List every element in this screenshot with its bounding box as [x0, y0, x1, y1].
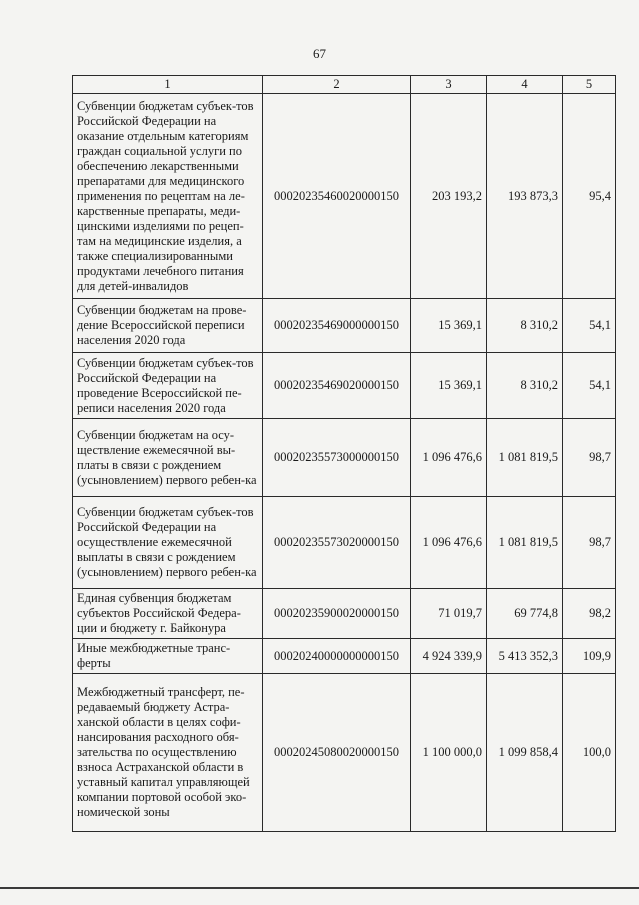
row-percent: 54,1	[563, 353, 616, 419]
row-name: Субвенции бюджетам субъек-тов Российской Федерации на осуществление ежемесячной выплаты в связи с рождением (усыновлением) первого ребен-ка	[73, 497, 263, 589]
row-fact: 8 310,2	[487, 353, 563, 419]
row-code: 00020235469020000150	[263, 353, 411, 419]
row-plan: 203 193,2	[411, 94, 487, 299]
row-percent: 54,1	[563, 299, 616, 353]
row-code: 00020235460020000150	[263, 94, 411, 299]
table-row	[73, 94, 616, 299]
row-plan: 71 019,7	[411, 589, 487, 639]
row-fact: 5 413 352,3	[487, 639, 563, 674]
row-plan: 1 096 476,6	[411, 497, 487, 589]
row-name: Межбюджетный трансферт, пе-редаваемый бюджету Астра-ханской области в целях софи-нансирования расходного обя-зательства по осуществлению взноса Астраханской области в уставный капитал управляющей компании портовой особой эко-номической зоны	[73, 674, 263, 832]
row-code: 00020235573020000150	[263, 497, 411, 589]
row-plan: 1 096 476,6	[411, 419, 487, 497]
row-code: 00020245080020000150	[263, 674, 411, 832]
row-code: 00020235573000000150	[263, 419, 411, 497]
column-header: 1	[73, 76, 263, 94]
column-header: 2	[263, 76, 411, 94]
row-name: Субвенции бюджетам субъек-тов Российской Федерации на оказание отдельным категориям граждан социальной услуги по обеспечению лекарственными препаратами для медицинского применения по рецептам на ле-карственные препараты, меди-цинскими изделиями по рецеп-там на медицинские изделия, а также специализированными продуктами лечебного питания для детей-инвалидов	[73, 94, 263, 299]
row-name: Единая субвенция бюджетам субъектов Российской Федера-ции и бюджету г. Байконура	[73, 589, 263, 639]
row-percent: 109,9	[563, 639, 616, 674]
page-bottom-rule	[0, 887, 639, 889]
table-header-row	[73, 76, 616, 94]
budget-table	[72, 75, 616, 832]
row-percent: 98,2	[563, 589, 616, 639]
row-name: Иные межбюджетные транс-ферты	[73, 639, 263, 674]
table-row	[73, 639, 616, 674]
table-row	[73, 299, 616, 353]
table-row	[73, 353, 616, 419]
row-code: 00020240000000000150	[263, 639, 411, 674]
row-fact: 8 310,2	[487, 299, 563, 353]
row-plan: 15 369,1	[411, 353, 487, 419]
column-header: 4	[487, 76, 563, 94]
column-header: 3	[411, 76, 487, 94]
row-fact: 1 081 819,5	[487, 419, 563, 497]
row-fact: 193 873,3	[487, 94, 563, 299]
row-plan: 15 369,1	[411, 299, 487, 353]
row-name: Субвенции бюджетам на осу-ществление ежемесячной вы-платы в связи с рождением (усыновлением) первого ребен-ка	[73, 419, 263, 497]
table-row	[73, 589, 616, 639]
row-plan: 4 924 339,9	[411, 639, 487, 674]
row-plan: 1 100 000,0	[411, 674, 487, 832]
row-percent: 98,7	[563, 419, 616, 497]
row-percent: 95,4	[563, 94, 616, 299]
row-percent: 100,0	[563, 674, 616, 832]
table-row	[73, 674, 616, 832]
table-row	[73, 497, 616, 589]
row-fact: 1 081 819,5	[487, 497, 563, 589]
page-number: 67	[313, 46, 326, 61]
table-row	[73, 419, 616, 497]
row-code: 00020235469000000150	[263, 299, 411, 353]
row-code: 00020235900020000150	[263, 589, 411, 639]
row-fact: 1 099 858,4	[487, 674, 563, 832]
row-name: Субвенции бюджетам на прове-дение Всероссийской переписи населения 2020 года	[73, 299, 263, 353]
row-name: Субвенции бюджетам субъек-тов Российской Федерации на проведение Всероссийской пе-реписи населения 2020 года	[73, 353, 263, 419]
column-header: 5	[563, 76, 616, 94]
row-fact: 69 774,8	[487, 589, 563, 639]
row-percent: 98,7	[563, 497, 616, 589]
